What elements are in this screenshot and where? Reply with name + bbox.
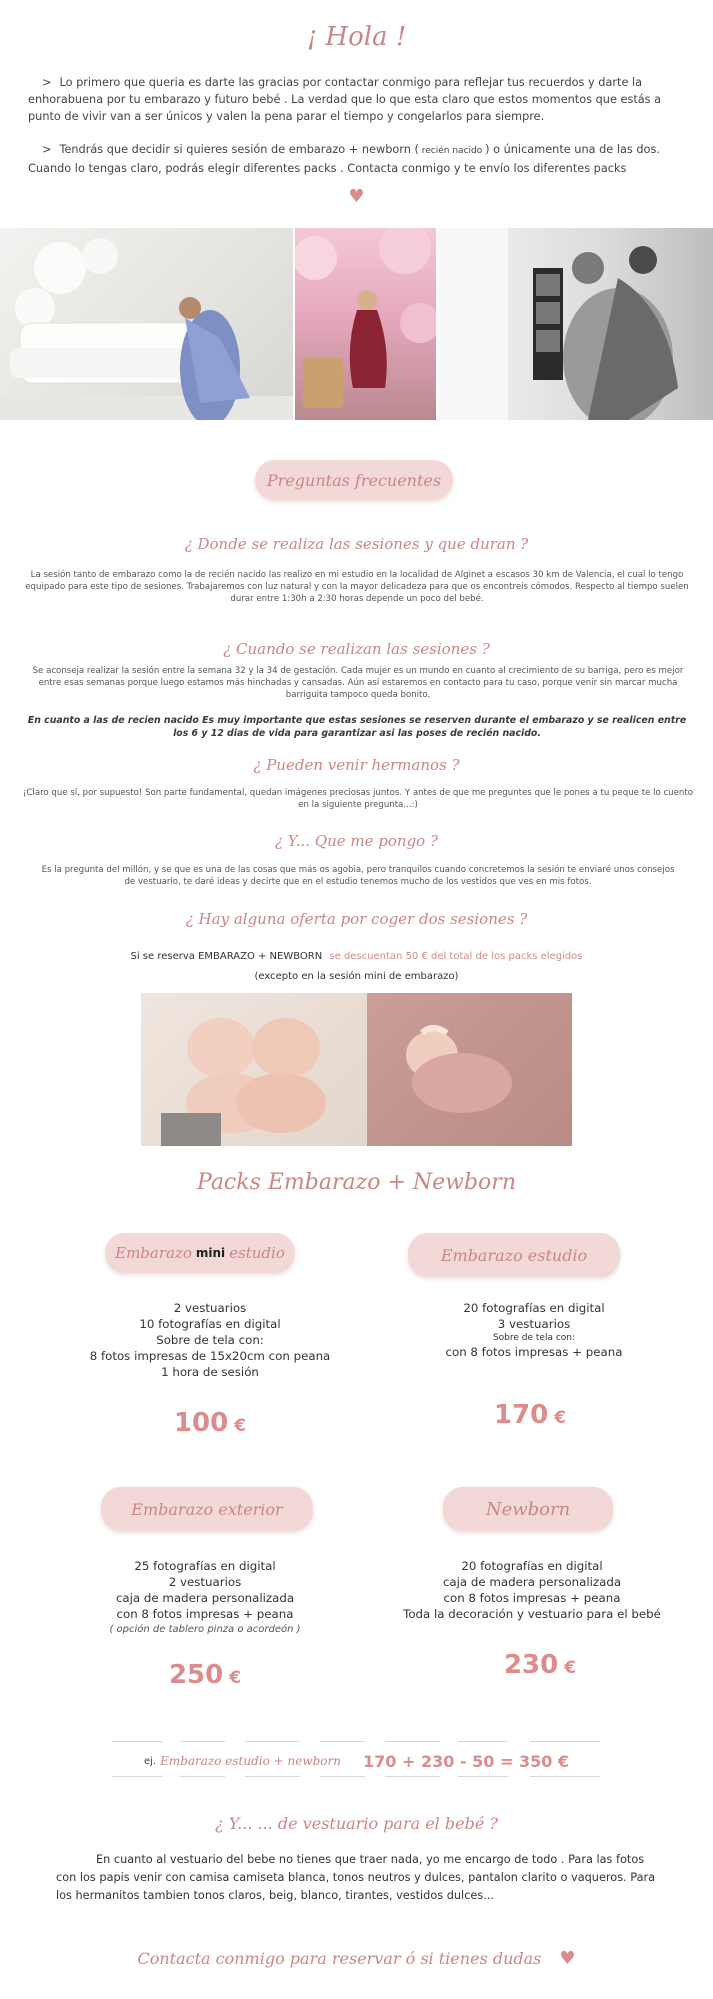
faq-question-location: ¿ Donde se realiza las sesiones y que duran ? bbox=[184, 535, 529, 553]
wardrobe-answer: En cuanto al vestuario del bebe no tienes que traer nada, yo me encargo de todo . Para las fotos con los papis venir con camisa camiseta blanca, tonos neutros y dulces, pantalon clarito o vaqueros. Para los hermanitos tambien tonos claros, beig, blanco, tirantes, vestidos dulces... bbox=[56, 1853, 656, 1902]
wardrobe-question: ¿ Y... ... de vestuario para el bebé ? bbox=[215, 1814, 498, 1833]
divider bbox=[180, 1776, 225, 1777]
divider bbox=[112, 1741, 162, 1742]
divider bbox=[385, 1741, 440, 1742]
pack-newborn-details: 20 fotografías en digital caja de madera personalizada con 8 fotos impresas + peana Toda la decoración y vestuario para el bebé bbox=[403, 1559, 661, 1621]
pack-newborn-price: 230 € bbox=[503, 1650, 577, 1680]
pack-example: ej. Embarazo estudio + newborn 170 + 230 - 50 = 350 € bbox=[143, 1751, 570, 1771]
maternity-photo-ultrasound bbox=[438, 228, 713, 420]
faq-answer-offer: Si se reserva EMBARAZO + NEWBORN se descuentan 50 € del total de los packs elegidos bbox=[130, 951, 583, 962]
faq-question-wardrobe: ¿ Y... Que me pongo ? bbox=[274, 832, 439, 850]
pack-exterior-price: 250 € bbox=[168, 1660, 242, 1690]
divider bbox=[180, 1741, 225, 1742]
heart-icon: ♥ bbox=[348, 186, 365, 207]
faq-answer-timing: Se aconseja realizar la sesión entre la semana 32 y la 34 de gestación. Cada mujer es un mundo en cuanto al crecimiento de su barriga, pero es mejor entre esas semanas porque luego estamos más hinchadas y cansadas. Aún así estaremos en contacto para tu caso, porque venir sin marcar mucha barriguita tampoco queda bonito. bbox=[32, 666, 684, 700]
newborn-twins-photo bbox=[141, 993, 367, 1146]
faq-answer-newborn-note: En cuanto a las de recien nacido Es muy importante que estas sesiones se reserven durante el embarazo y se realicen entre los 6 y 12 dias de vida para garantizar asi las poses de recién nacido. bbox=[27, 715, 687, 739]
divider bbox=[458, 1741, 508, 1742]
maternity-photo-ultrasound-art bbox=[438, 228, 713, 420]
maternity-photo-sofa bbox=[0, 228, 293, 420]
faq-answer-wardrobe: Es la pregunta del millón, y se que es una de las cosas que más os agobia, pero tranquilos cuando concretemos la sesión te enviaré unos consejos de vestuario, te daré ideas y decirte que en el estudio tenemos mucho de los vestidos que ves en mis fotos. bbox=[41, 865, 675, 887]
pack-estudio-badge: Embarazo estudio bbox=[408, 1233, 620, 1277]
page-title: ¡ Hola ! bbox=[306, 22, 407, 52]
newborn-wrapped-photo-art bbox=[367, 993, 572, 1146]
contact-cta[interactable]: Contacta conmigo para reservar ó si tienes dudas ♥ bbox=[137, 1948, 576, 1969]
newborn-wrapped-photo bbox=[367, 993, 572, 1146]
maternity-photo-blossom-art bbox=[295, 228, 436, 420]
pack-mini-badge: Embarazo mini estudio bbox=[105, 1233, 295, 1273]
sessions-paragraph: > Tendrás que decidir si quieres sesión de embarazo + newborn ( recién nacido ) o únicamente una de las dos. Cuando lo tengas claro, podrás elegir diferentes packs . Contacta conmigo y te envío los diferentes packs bbox=[28, 143, 660, 175]
maternity-photo-blossom bbox=[295, 228, 436, 420]
faq-question-timing: ¿ Cuando se realizan las sesiones ? bbox=[223, 640, 490, 658]
pack-exterior-badge: Embarazo exterior bbox=[101, 1487, 313, 1531]
maternity-photo-sofa-art bbox=[0, 228, 293, 420]
faq-answer-offer-note: (excepto en la sesión mini de embarazo) bbox=[254, 971, 459, 982]
pack-mini-details: 2 vestuarios 10 fotografías en digital Sobre de tela con: 8 fotos impresas de 15x20cm con peana 1 hora de sesión bbox=[89, 1301, 331, 1379]
packs-title: Packs Embarazo + Newborn bbox=[197, 1170, 516, 1195]
intro-paragraph: > Lo primero que queria es darte las gracias por contactar conmigo para reflejar tus recuerdos y darte la enhorabuena por tu embarazo y futuro bebé . La verdad que lo que esta claro que estos momentos que estás a punto de vivir van a ser únicos y valen la pena parar el tiempo y congelarlos para siempre. bbox=[28, 76, 662, 123]
pack-estudio-details: 20 fotografías en digital 3 vestuarios Sobre de tela con: con 8 fotos impresas + peana bbox=[445, 1301, 623, 1359]
faq-title-badge: Preguntas frecuentes bbox=[255, 460, 453, 500]
arrow-icon: > bbox=[42, 76, 52, 89]
divider bbox=[245, 1741, 300, 1742]
faq-question-siblings: ¿ Pueden venir hermanos ? bbox=[253, 756, 460, 774]
faq-answer-location: La sesión tanto de embarazo como la de recién nacido las realizo en mi estudio en la localidad de Alginet a escasos 30 km de Valencia, el cual lo tengo equipado para este tipo de sesiones. Trabajaremos con luz natural y con la mayor delicadeza para que os encontreis cómodos. Respecto al tiempo suelen durar entre 1:30h a 2:30 horas depende un poco del bebé. bbox=[25, 570, 689, 604]
divider bbox=[458, 1776, 508, 1777]
divider bbox=[245, 1776, 300, 1777]
heart-icon: ♥ bbox=[559, 1948, 576, 1969]
faq-question-offer: ¿ Hay alguna oferta por coger dos sesiones ? bbox=[185, 910, 528, 928]
divider bbox=[320, 1776, 365, 1777]
arrow-icon: > bbox=[42, 143, 52, 156]
divider bbox=[530, 1741, 600, 1742]
divider bbox=[320, 1741, 365, 1742]
divider bbox=[112, 1776, 162, 1777]
divider bbox=[385, 1776, 440, 1777]
faq-answer-siblings: ¡Claro que sí, por supuesto! Son parte fundamental, quedan imágenes preciosas juntos. Y antes de que me preguntes que le pones a tu peque te lo cuento en la siguiente pregunta...:) bbox=[22, 788, 693, 810]
pack-estudio-price: 170 € bbox=[493, 1400, 567, 1430]
newborn-twins-photo-art bbox=[141, 993, 367, 1146]
pack-mini-price: 100 € bbox=[173, 1408, 247, 1438]
pack-exterior-details: 25 fotografías en digital 2 vestuarios caja de madera personalizada con 8 fotos impresas + peana ( opción de tablero pinza o acordeón ) bbox=[109, 1559, 301, 1635]
pack-newborn-badge: Newborn bbox=[443, 1487, 613, 1531]
divider bbox=[530, 1776, 600, 1777]
